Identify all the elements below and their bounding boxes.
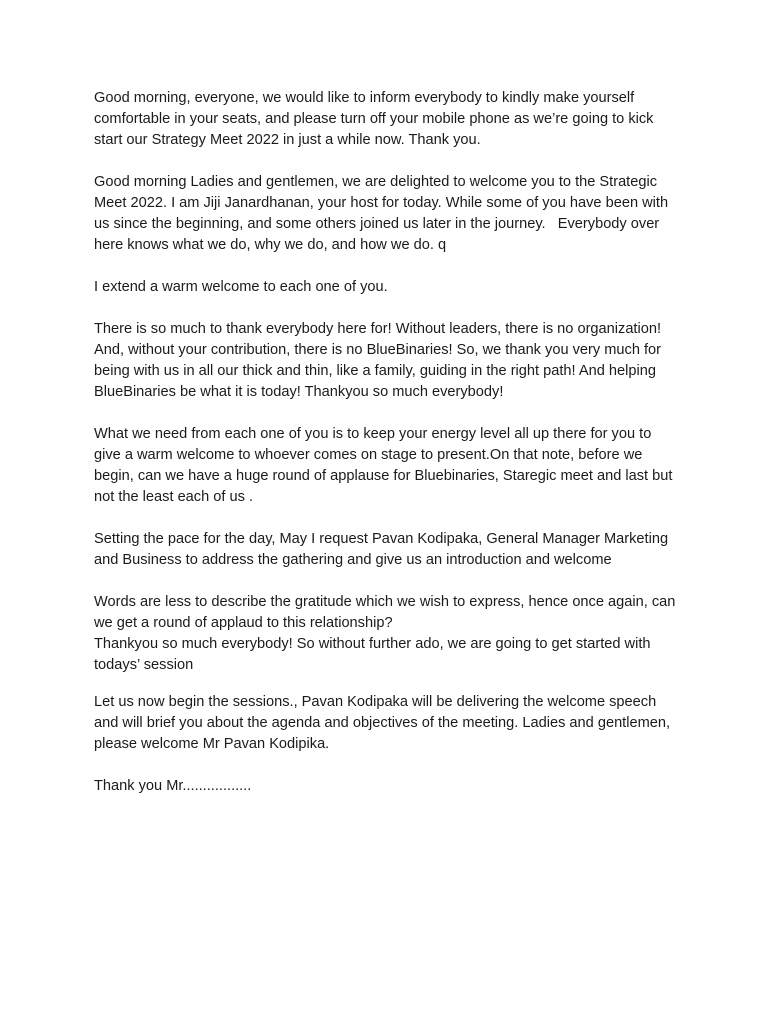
paragraph-energy: What we need from each one of you is to keep your energy level all up there for you to give a warm welcome to whoever comes on stage to present.On that note, before we begin, can we have a huge round of applause for Bluebinaries, Staregic meet and last but not the least each of us . [94,426,677,505]
paragraph-host-welcome: Good morning Ladies and gentlemen, we are delighted to welcome you to the Strategic Meet 2022. I am Jiji Janardhanan, your host for today. While some of you have been with us since the beginning, and some others joined us later in the journey. Everybody over here knows what we do, why we do, and how we do. q [94,174,673,253]
paragraph-closing: Thank you Mr................. [94,778,252,794]
paragraph-get-started: Thankyou so much everybody! So without further ado, we are going to get started with todays’ session [94,636,655,673]
paragraph-warm-welcome: I extend a warm welcome to each one of you. [94,279,388,295]
paragraph-begin-sessions: Let us now begin the sessions., Pavan Kodipaka will be delivering the welcome speech and will brief you about the agenda and objectives of the meeting. Ladies and gentlemen, please welcome Mr Pavan Kodipika. [94,694,675,752]
paragraph-thanks: There is so much to thank everybody here for! Without leaders, there is no organization! And, without your contribution, there is no BlueBinaries! So, we thank you very much for being with us in all our thick and thin, like a family, guiding in the right path! And helping BlueBinaries be what it is today! Thankyou so much everybody! [94,321,666,400]
paragraph-opening-announcement: Good morning, everyone, we would like to inform everybody to kindly make yourself comfortable in your seats, and please turn off your mobile phone as we’re going to kick start our Strategy Meet 2022 in just a while now. Thank you. [94,90,658,148]
document-body [94,88,680,818]
paragraph-request-speaker: Setting the pace for the day, May I request Pavan Kodipaka, General Manager Marketing and Business to address the gathering and give us an introduction and welcome [94,531,673,568]
paragraph-gratitude: Words are less to describe the gratitude which we wish to express, hence once again, can we get a round of applaud to this relationship? [94,594,680,631]
